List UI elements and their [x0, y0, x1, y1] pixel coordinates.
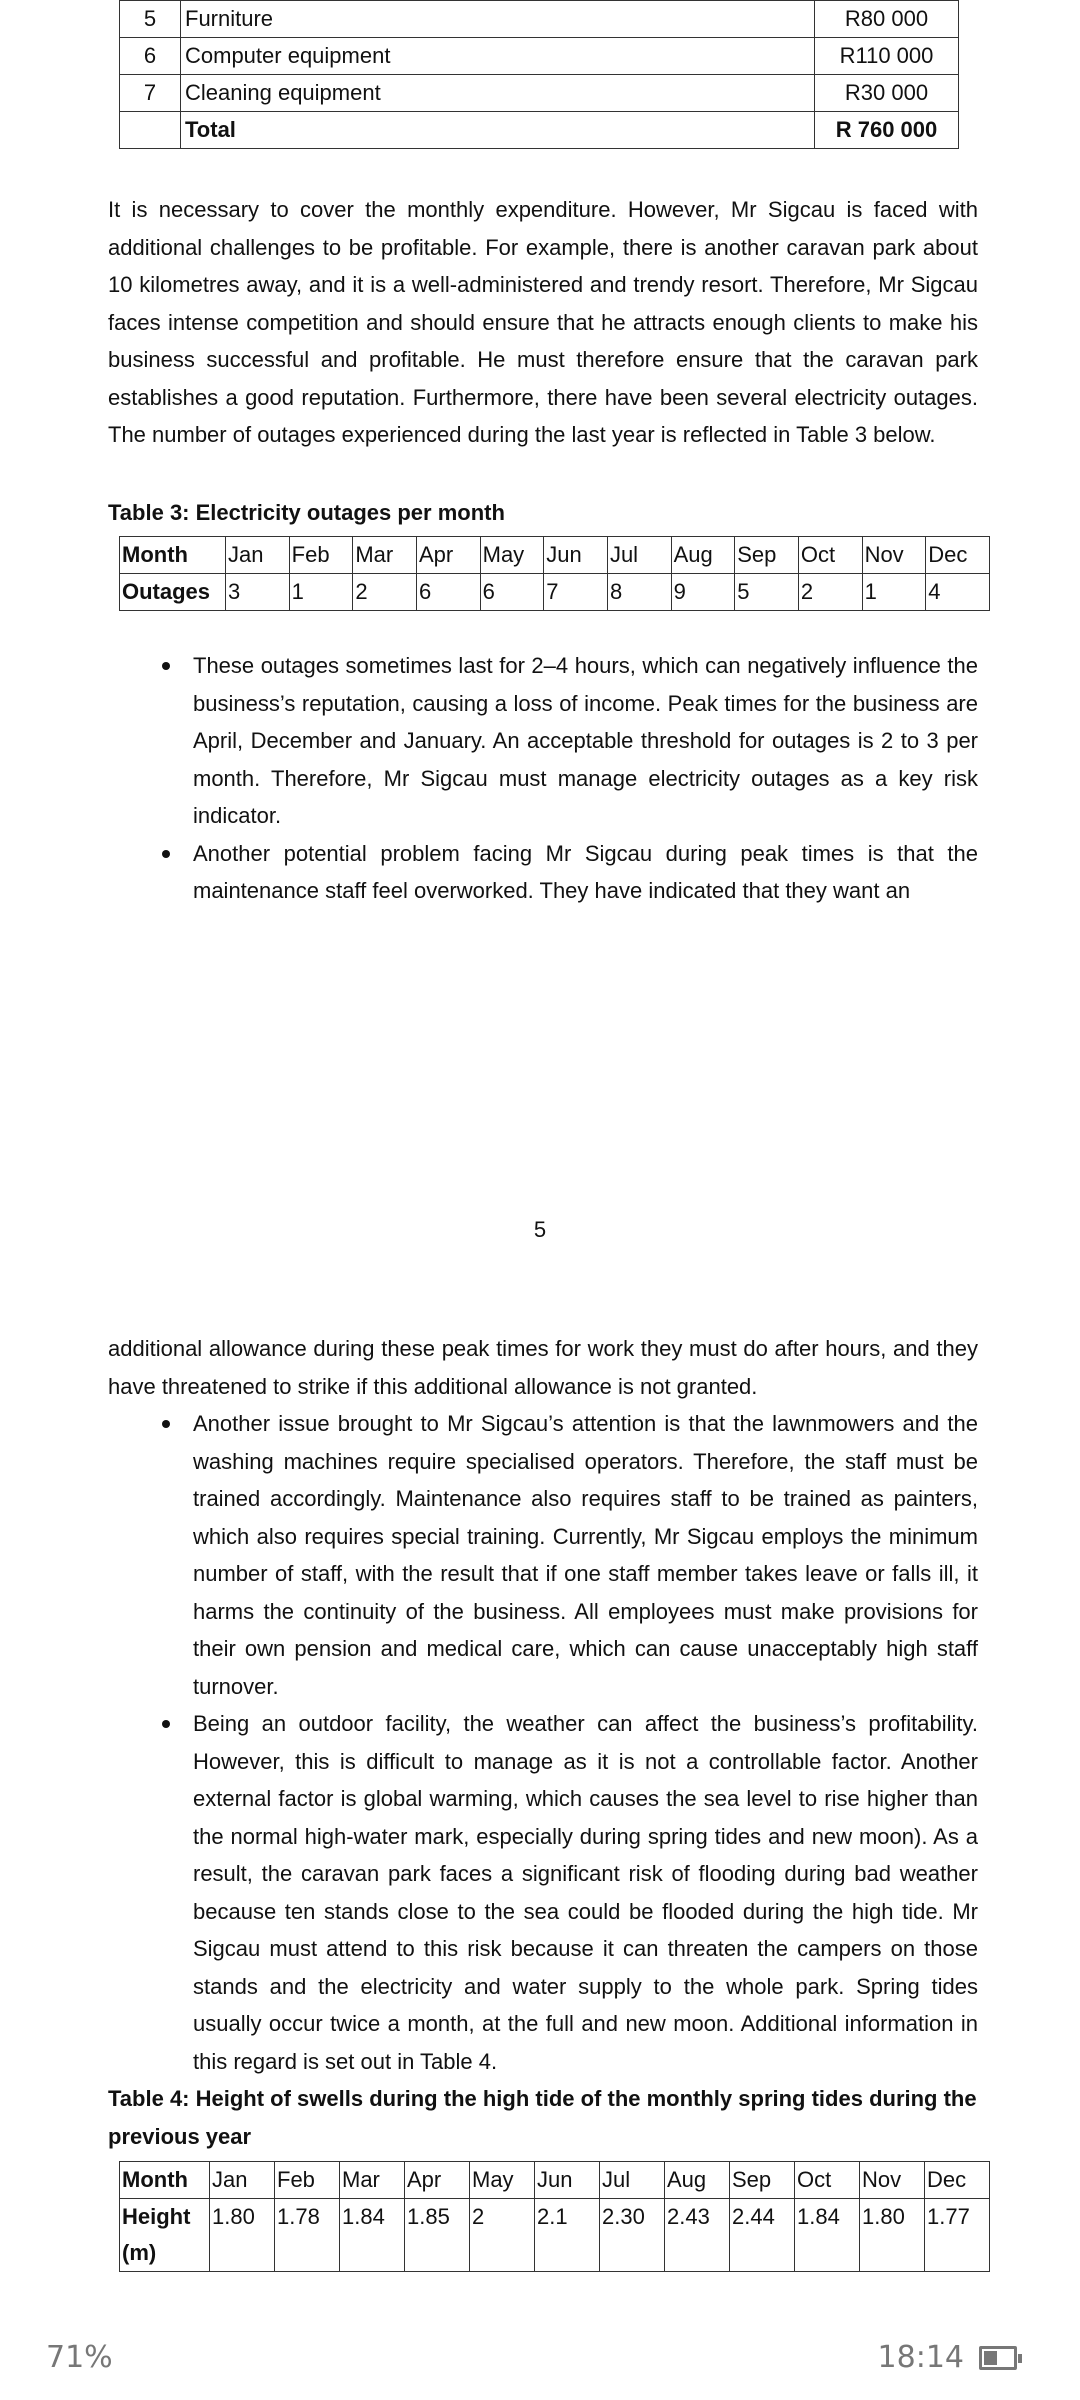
list-item: [108, 647, 978, 835]
value-cell: 1.85: [405, 2199, 470, 2272]
total-number: [120, 112, 181, 149]
list-item: [108, 1705, 978, 2080]
table4-caption: Table 4: Height of swells during the high tide of the monthly spring tides during the previous year: [108, 2086, 977, 2149]
value-cell: 2.43: [665, 2199, 730, 2272]
list-item-text: Another potential problem facing Mr Sigcau during peak times is that the maintenance staff feel overworked. They have indicated that they want an: [193, 840, 978, 903]
row-number: 5: [120, 1, 181, 38]
month-cell: Aug: [665, 2162, 730, 2199]
row-amount: R110 000: [815, 38, 959, 75]
table-row: [120, 1, 959, 38]
month-cell: Mar: [340, 2162, 405, 2199]
total-amount: R 760 000: [815, 112, 959, 149]
month-cell: Jul: [607, 537, 671, 574]
value-cell: 2.1: [535, 2199, 600, 2272]
month-cell: Feb: [289, 537, 353, 574]
month-cell: Jun: [535, 2162, 600, 2199]
bullet-icon: [162, 662, 170, 670]
paragraph-competition: It is necessary to cover the monthly expenditure. However, Mr Sigcau is faced with additional challenges to be profitable. For example, there is another caravan park about 10 kilometres away, and it is a well-administered and trendy resort. Therefore, Mr Sigcau faces intense competition and should ensure that he attracts enough clients to make his business successful and profitable. He must therefore ensure that the caravan park establishes a good reputation. Furthermore, there have been several electricity outages. The number of outages experienced during the last year is reflected in Table 3 below.: [108, 197, 978, 447]
value-cell: 2: [798, 574, 862, 611]
month-cell: Dec: [925, 2162, 990, 2199]
month-cell: Oct: [795, 2162, 860, 2199]
month-cell: Apr: [405, 2162, 470, 2199]
table-row: [120, 537, 990, 574]
value-cell: 7: [544, 574, 608, 611]
value-cell: 1: [289, 574, 353, 611]
month-cell: Oct: [798, 537, 862, 574]
value-cell: 6: [416, 574, 480, 611]
table-row: [120, 75, 959, 112]
battery-level-fill: [984, 2351, 997, 2365]
list-item-text: These outages sometimes last for 2–4 hours, which can negatively influence the business’s reputation, causing a loss of income. Peak times for the business are April, December and January. An acceptable threshold for outages is 2 to 3 per month. Therefore, Mr Sigcau must manage electricity outages as a key risk indicator.: [193, 653, 978, 828]
row-label: Month: [120, 537, 226, 574]
value-cell: 2: [353, 574, 417, 611]
row-amount: R30 000: [815, 75, 959, 112]
month-cell: Mar: [353, 537, 417, 574]
month-cell: Aug: [671, 537, 735, 574]
list-item-text: Another issue brought to Mr Sigcau’s attention is that the lawnmowers and the washing machines require specialised operators. Therefore, the staff must be trained accordingly. Maintenance also requires staff to be trained as painters, which also requires special training. Currently, Mr Sigcau employs the minimum number of staff, with the result that if one staff member takes leave or falls ill, it harms the continuity of the business. All employees must make provisions for their own pension and medical care, which can cause unacceptably high staff turnover.: [193, 1411, 978, 1699]
clock-time: 18:14: [877, 2340, 964, 2375]
value-cell: 1: [862, 574, 926, 611]
value-cell: 2.44: [730, 2199, 795, 2272]
table-row: [120, 2199, 990, 2272]
battery-terminal: [1018, 2354, 1022, 2363]
value-cell: 1.84: [795, 2199, 860, 2272]
month-cell: Jan: [226, 537, 290, 574]
battery-icon: [979, 2346, 1017, 2370]
value-cell: 6: [480, 574, 544, 611]
swell-height-table: [119, 2161, 990, 2272]
value-cell: 1.80: [860, 2199, 925, 2272]
month-cell: Apr: [416, 537, 480, 574]
month-cell: Jun: [544, 537, 608, 574]
month-cell: Nov: [860, 2162, 925, 2199]
table3-caption: Table 3: Electricity outages per month: [108, 500, 505, 525]
value-cell: 4: [926, 574, 990, 611]
month-cell: Feb: [275, 2162, 340, 2199]
table-row: [120, 38, 959, 75]
row-item: Cleaning equipment: [181, 75, 815, 112]
row-number: 7: [120, 75, 181, 112]
list-item-text: Being an outdoor facility, the weather can affect the business’s profitability. However, this is difficult to manage as it is not a controllable factor. Another external factor is global warming, which causes the sea level to rise higher than the normal high-water mark, especially during spring tides and new moon). As a result, the caravan park faces a significant risk of flooding during bad weather because ten stands close to the sea could be flooded during the high tide. Mr Sigcau must attend to this risk because it can threaten the campers on those stands and the electricity and water supply to the whole park. Spring tides usually occur twice a month, at the full and new moon. Additional information in this regard is set out in Table 4.: [193, 1711, 978, 2074]
month-cell: Jan: [210, 2162, 275, 2199]
list-item: [108, 835, 978, 910]
table-total-row: [120, 112, 959, 149]
month-cell: Dec: [926, 537, 990, 574]
value-cell: 5: [735, 574, 799, 611]
value-cell: 8: [607, 574, 671, 611]
page-number: 5: [533, 1217, 547, 1242]
row-label: Outages: [120, 574, 226, 611]
value-cell: 1.77: [925, 2199, 990, 2272]
value-cell: 9: [671, 574, 735, 611]
value-cell: 2.30: [600, 2199, 665, 2272]
month-cell: Sep: [730, 2162, 795, 2199]
table-row: [120, 2162, 990, 2199]
table-row: [120, 574, 990, 611]
expenditure-table: [119, 0, 959, 149]
value-cell: 1.84: [340, 2199, 405, 2272]
bullet-icon: [162, 1420, 170, 1428]
bullet-icon: [162, 1720, 170, 1728]
row-amount: R80 000: [815, 1, 959, 38]
month-cell: May: [480, 537, 544, 574]
total-label: Total: [181, 112, 815, 149]
bullet-list-risks: [108, 1405, 978, 2080]
bullet-icon: [162, 850, 170, 858]
outages-table: [119, 536, 990, 611]
month-cell: May: [470, 2162, 535, 2199]
row-item: Furniture: [181, 1, 815, 38]
value-cell: 1.80: [210, 2199, 275, 2272]
zoom-level[interactable]: 71%: [46, 2340, 113, 2375]
list-item: [108, 1405, 978, 1705]
month-cell: Nov: [862, 537, 926, 574]
row-item: Computer equipment: [181, 38, 815, 75]
bullet-list-outages: [108, 647, 978, 910]
month-cell: Jul: [600, 2162, 665, 2199]
value-cell: 3: [226, 574, 290, 611]
status-bar: [0, 2330, 1080, 2400]
paragraph-allowance: additional allowance during these peak times for work they must do after hours, and they have threatened to strike if this additional allowance is not granted.: [108, 1336, 978, 1399]
row-label: Month: [120, 2162, 210, 2199]
row-label: Height (m): [120, 2199, 210, 2272]
value-cell: 2: [470, 2199, 535, 2272]
value-cell: 1.78: [275, 2199, 340, 2272]
row-number: 6: [120, 38, 181, 75]
month-cell: Sep: [735, 537, 799, 574]
